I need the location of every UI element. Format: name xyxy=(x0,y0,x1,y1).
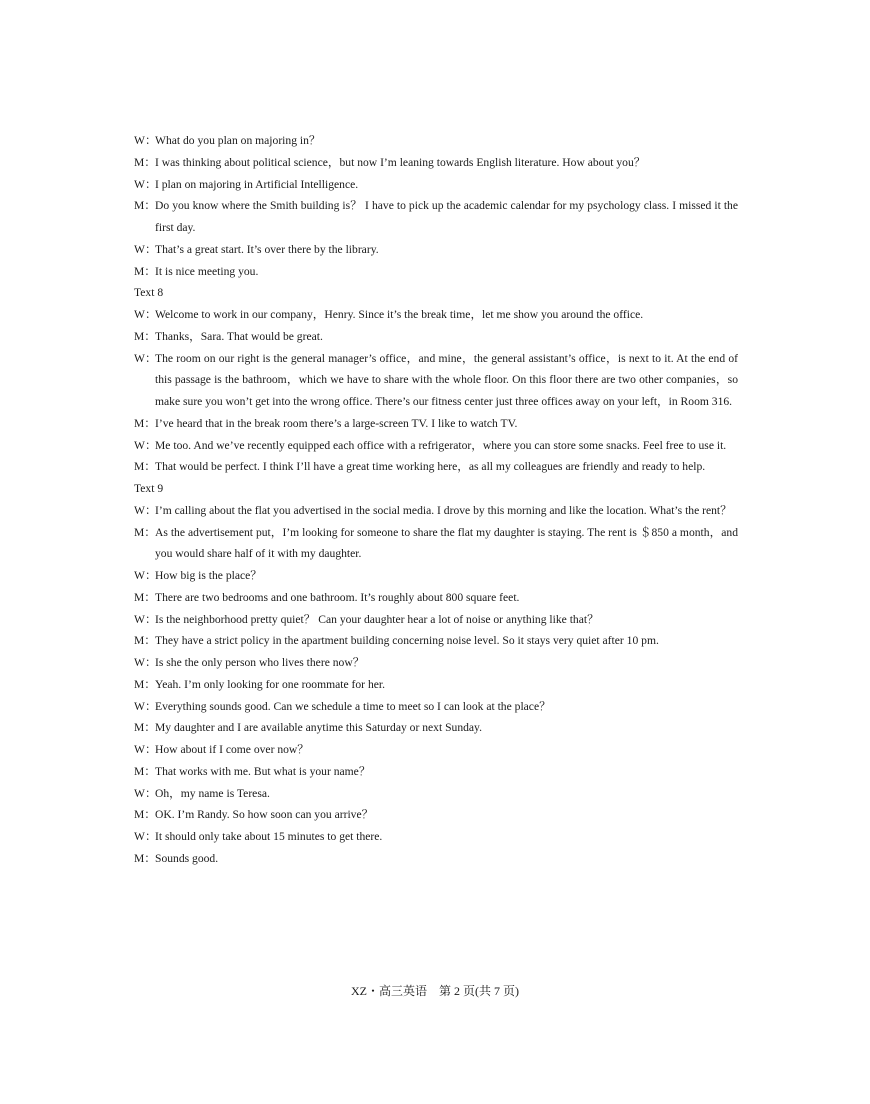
dialogue-line xyxy=(134,239,738,261)
utterance-text: I plan on majoring in Artificial Intelligence. xyxy=(155,177,359,191)
utterance-text: How big is the place？ xyxy=(155,569,262,582)
utterance-text: The room on our right is the general manager’s office，and mine，the general assistant’s office，is next to it. At the end of this passage is the bathroom，which we have to share with the whole floor. On this floor there are two other companies，so make sure you won’t get into the wrong office. There’s our fitness center just three offices away on your left，in Room 316. xyxy=(155,351,738,408)
speaker-label: W： xyxy=(134,177,157,191)
dialogue-line xyxy=(134,500,738,522)
utterance-text: Yeah. I’m only looking for one roommate for her. xyxy=(155,677,386,691)
speaker-label: M： xyxy=(134,808,156,822)
dialogue-line xyxy=(134,826,738,848)
speaker-label: M： xyxy=(134,525,156,539)
dialogue-line xyxy=(134,761,738,783)
dialogue-line xyxy=(134,587,738,609)
speaker-label: M： xyxy=(134,460,156,474)
dialogue-line xyxy=(134,456,738,478)
dialogue-line xyxy=(134,413,738,435)
utterance-text: Thanks，Sara. That would be great. xyxy=(155,329,323,343)
utterance-text: Do you know where the Smith building is？ I have to pick up the academic calendar for my psychology class. I missed it the first day. xyxy=(155,199,738,234)
utterance-text: That works with me. But what is your name？ xyxy=(155,764,371,778)
dialogue-line xyxy=(134,674,738,696)
speaker-label: W： xyxy=(134,656,157,669)
dialogue-line xyxy=(134,609,738,631)
utterance-text: Everything sounds good. Can we schedule a time to meet so I can look at the place？ xyxy=(155,699,551,713)
speaker-label: W： xyxy=(134,503,157,517)
utterance-text: What do you plan on majoring in？ xyxy=(155,134,321,147)
utterance-text: Is she the only person who lives there now？ xyxy=(155,656,365,669)
utterance-text: I was thinking about political science，but now I’m leaning towards English literature. How about you？ xyxy=(155,155,646,169)
dialogue-line xyxy=(134,326,738,348)
dialogue-line xyxy=(134,130,738,152)
section-title: Text 8 xyxy=(134,286,164,300)
speaker-label: W： xyxy=(134,134,157,147)
speaker-label: W： xyxy=(134,786,157,800)
dialogue-line xyxy=(134,304,738,326)
utterance-text: Sounds good. xyxy=(155,851,219,865)
utterance-text: How about if I come over now？ xyxy=(155,743,309,756)
section-title: Text 9 xyxy=(134,482,164,495)
speaker-label: W： xyxy=(134,612,157,626)
speaker-label: M： xyxy=(134,590,156,604)
speaker-label: M： xyxy=(134,155,156,169)
dialogue-line xyxy=(134,804,738,826)
utterance-text: That would be perfect. I think I’ll have a great time working here，as all my colleagues are friendly and ready to help. xyxy=(155,460,706,474)
utterance-text: I’ve heard that in the break room there’s a large-screen TV. I like to watch TV. xyxy=(155,416,518,430)
speaker-label: W： xyxy=(134,699,157,713)
dialogue-line xyxy=(134,652,738,674)
speaker-label: M： xyxy=(134,851,156,865)
utterance-text: Is the neighborhood pretty quiet？ Can your daughter hear a lot of noise or anything like that？ xyxy=(155,612,599,626)
utterance-text: They have a strict policy in the apartment building concerning noise level. So it stays very quiet after 10 pm. xyxy=(155,634,659,648)
speaker-label: W： xyxy=(134,438,157,452)
utterance-text: Welcome to work in our company，Henry. Since it’s the break time，let me show you around the office. xyxy=(155,308,644,321)
utterance-text: I’m calling about the flat you advertised in the social media. I drove by this morning and like the location. What’s the rent？ xyxy=(155,503,732,517)
speaker-label: W： xyxy=(134,743,157,756)
utterance-text: Oh，my name is Teresa. xyxy=(155,786,270,800)
speaker-label: M： xyxy=(134,199,156,213)
dialogue-line xyxy=(134,174,738,196)
utterance-text: As the advertisement put，I’m looking for someone to share the flat my daughter is staying. The rent is ＄850 a month，and you would share half of it with my daughter. xyxy=(155,525,738,561)
dialogue-line xyxy=(134,630,738,652)
utterance-text: There are two bedrooms and one bathroom. It’s roughly about 800 square feet. xyxy=(155,590,520,604)
utterance-text: My daughter and I are available anytime this Saturday or next Sunday. xyxy=(155,721,482,735)
speaker-label: M： xyxy=(134,721,156,735)
speaker-label: W： xyxy=(134,242,157,256)
speaker-label: M： xyxy=(134,416,156,430)
utterance-text: That’s a great start. It’s over there by the library. xyxy=(155,242,379,256)
speaker-label: W： xyxy=(134,351,157,365)
dialogue-line xyxy=(134,565,738,587)
speaker-label: M： xyxy=(134,764,156,778)
speaker-label: W： xyxy=(134,308,157,321)
utterance-text: It should only take about 15 minutes to get there. xyxy=(155,830,383,843)
speaker-label: M： xyxy=(134,329,156,343)
speaker-label: M： xyxy=(134,634,156,648)
dialogue-line xyxy=(134,848,738,870)
dialogue-line xyxy=(134,717,738,739)
transcript-body xyxy=(134,130,738,870)
dialogue-line xyxy=(134,522,738,566)
dialogue-line xyxy=(134,739,738,761)
dialogue-line xyxy=(134,261,738,283)
speaker-label: M： xyxy=(134,264,156,278)
dialogue-line xyxy=(134,435,738,457)
page-footer: XZ・高三英语 第 2 页(共 7 页) xyxy=(351,984,519,998)
dialogue-line xyxy=(134,696,738,718)
utterance-text: Me too. And we’ve recently equipped each office with a refrigerator，where you can store some snacks. Feel free to use it. xyxy=(155,438,727,452)
utterance-text: OK. I’m Randy. So how soon can you arrive？ xyxy=(155,808,374,822)
speaker-label: M： xyxy=(134,677,156,691)
dialogue-line xyxy=(134,348,738,413)
dialogue-line xyxy=(134,152,738,174)
speaker-label: W： xyxy=(134,830,157,843)
speaker-label: W： xyxy=(134,569,157,582)
dialogue-line xyxy=(134,783,738,805)
dialogue-line xyxy=(134,195,738,239)
utterance-text: It is nice meeting you. xyxy=(155,264,259,278)
